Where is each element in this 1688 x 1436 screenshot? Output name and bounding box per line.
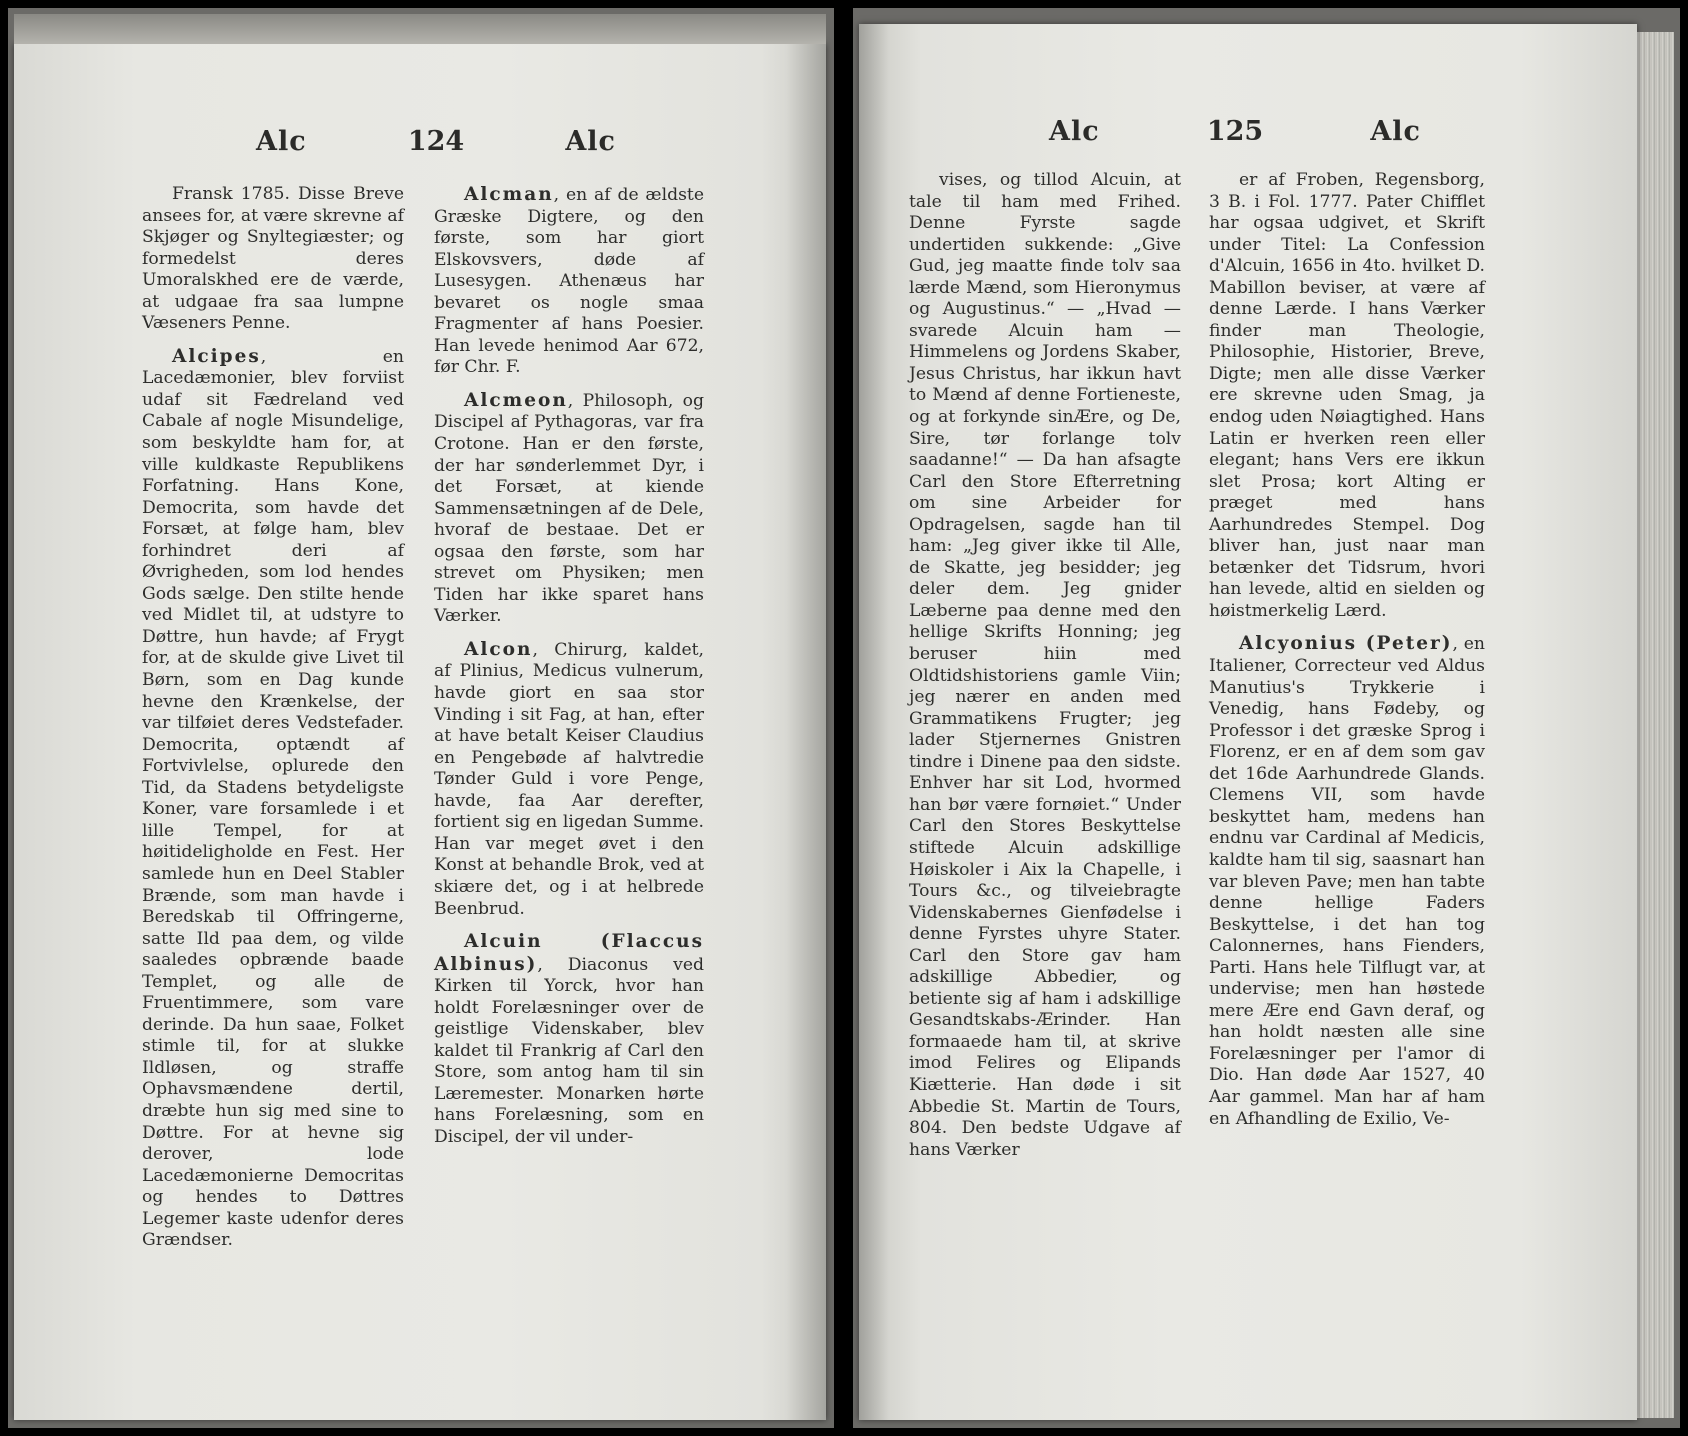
page-edge-stack	[1636, 32, 1674, 1418]
header-guide-word-left: Alc	[1049, 116, 1100, 147]
right-page-frame	[853, 8, 1680, 1428]
entry-headword: Alcyonius (Peter)	[1239, 633, 1453, 655]
entry-headword: Alcon	[464, 638, 533, 660]
entry-continuation	[909, 170, 1181, 1161]
header-guide-word-right: Alc	[565, 126, 616, 157]
header-guide-word-left: Alc	[256, 126, 307, 157]
entry-text: Fransk 1785. Disse Breve ansees for, at være skrevne af Skjøger og Snyltegiæster; og formedelst deres Umoralskhed ere de værde, at udgaae fra saa lumpne Væseners Penne.	[142, 184, 404, 334]
page-number: 125	[1206, 116, 1264, 147]
entry-continuation	[1209, 170, 1485, 622]
page-number: 124	[407, 126, 465, 157]
entry-alcman	[434, 184, 704, 379]
gutter-shadow	[859, 24, 889, 1420]
column-1	[142, 184, 404, 1252]
entry-text: vises, og tillod Alcuin, at tale til ham med Frihed. Denne Fyrste sagde undertiden sukkende: „Give Gud, jeg maatte finde tolv saa lærde Mænd, som Hieronymus og Augustinus.“ — „Hvad — svarede Alcuin ham — Himmelens og Jordens Skaber, Jesus Christus, har ikkun havt to Mænd af denne Fortieneste, og at forkynde sinÆre, og De, Sire, tør forlange tolv saadanne!“ — Da han afsagte Carl den Store Efterretning om sine Arbeider for Opdragelsen, sagde han til ham: „Jeg giver ikke til Alle, de Skatte, jeg besidder; jeg deler dem. Jeg gnider Læberne paa denne med den hellige Skrifts Honning; jeg beruser hiin med Oldtidshistoriens gamle Viin; jeg nærer en anden med Grammatikens Frugter; jeg lader Stjernernes Gnistren tindre i Dinene paa den sidste. Enhver har sit Lod, hvormed han bør være fornøiet.“ Under Carl den Stores Beskyttelse stiftede Alcuin adskillige Høiskoler i Aix la Chapelle, i Tours &c., og tilveiebragte Videnskabernes Gienfødelse i denne Fyrstes uhyre Stater. Carl den Store gav ham adskillige Abbedier, og betiente sig af ham i adskillige Gesandtskabs-Ærinder. Han formaaede ham til, at skrive imod Felires og Elipands Kiætterie. Han døde i sit Abbedie St. Martin de Tours, 804. Den bedste Udgave af hans Værker	[909, 170, 1181, 1160]
entry-alcmeon	[434, 390, 704, 628]
entry-text: er af Froben, Regensborg, 3 B. i Fol. 1777. Pater Chifflet har ogsaa udgivet, et Skrift under Titel: La Confession d'Alcuin, 1656 in 4to. hvilket D. Mabillon beviser, at være af denne Lærde. I hans Værker finder man Theologie, Philosophie, Historier, Breve, Digte; men alle disse Værker ere skrevne uden Smag, ja endog uden Nøiagtighed. Hans Latin er hverken reen eller elegant; hans Vers ere ikkun slet Prosa; kort Alting er præget med hans Aarhundredes Stempel. Dog bliver han, just naar man betænker det Tidsrum, hvori han levede, altid en sielden og høistmerkelig Lærd.	[1209, 170, 1485, 621]
entry-text: , Diaconus ved Kirken til Yorck, hvor han holdt Forelæsninger over de geistlige Videnskaber, blev kaldet til Frankrig af Carl den Store, som antog ham til sin Læremester. Monarken hørte hans Forelæsning, som en Discipel, der vil under-	[434, 954, 704, 1147]
header-guide-word-right: Alc	[1370, 116, 1421, 147]
left-page-frame	[8, 8, 834, 1428]
entry-alcipes	[142, 346, 404, 1252]
entry-text: , Chirurg, kaldet, af Plinius, Medicus vulnerum, havde giort en saa stor Vinding i sit Fag, at han, efter at have betalt Keiser Claudius en Pengebøde af halvtredie Tønder Guld i vore Penge, havde, faa Aar derefter, fortient sig en ligedan Summe. Han var meget øvet i den Konst at behandle Brok, ved at skiære det, og i at helbrede Beenbrud.	[434, 639, 704, 919]
entry-alcuin	[434, 931, 704, 1148]
column-2	[1209, 170, 1485, 1130]
gutter-shadow	[786, 44, 826, 1420]
page-124	[14, 44, 826, 1420]
entry-alcyonius	[1209, 633, 1485, 1130]
entry-text: , Philosoph, og Discipel af Pythagoras, var fra Crotone. Han er den første, der har sønderlemmet Dyr, i det Forsæt, at kiende Sammensætningen af de Dele, hvoraf de bestaae. Det er ogsaa den første, som har strevet om Physiken; men Tiden har ikke sparet hans Værker.	[434, 390, 704, 627]
running-header	[256, 126, 616, 157]
page-125	[859, 24, 1637, 1420]
running-header	[1049, 116, 1421, 147]
entry-text: , en Lacedæmonier, blev forviist udaf sit Fædreland ved Cabale af nogle Misundelige, som beskyldte ham for, at ville kuldkaste Republikens Forfatning. Hans Kone, Democrita, som havde det Forsæt, at følge ham, blev forhindret deri af Øvrigheden, som lod hendes Gods sælge. Den stilte hende ved Midlet til, at udstyre to Døttre, hun havde; af Frygt for, at de skulde give Livet til Børn, som en Dag kunde hevne den Krænkelse, der var tilføiet deres Vedstefader. Democrita, optændt af Fortvivlelse, oplurede den Tid, da Stadens betydeligste Koner, vare forsamlede i et lille Tempel, for at høitideligholde en Fest. Her samlede hun en Deel Stabler Brænde, som man havde i Beredskab til Offringerne, satte Ild paa dem, og vilde saaledes opbrænde baade Templet, og alle de Fruentimmere, som vare derinde. Da hun saae, Folket stimle til, for at slukke Ildløsen, og straffe Ophavsmændene dertil, dræbte hun sig med sine to Døttre. For at hevne sig derover, lode Lacedæmonierne Democritas og hendes to Døttres Legemer kaste udenfor deres Grændser.	[142, 346, 404, 1251]
entry-text: , en af de ældste Græske Digtere, og den første, som har giort Elskovsvers, døde af Lusesygen. Athenæus har bevaret os nogle smaa Fragmenter af hans Poesier. Han levede henimod Aar 672, før Chr. F.	[434, 185, 704, 378]
column-1	[909, 170, 1181, 1161]
entry-alcon	[434, 639, 704, 920]
entry-headword: Alcuin (Flaccus Albinus)	[434, 931, 704, 975]
entry-headword: Alcipes	[172, 345, 261, 367]
page-top-edge	[14, 14, 826, 44]
entry-headword: Alcman	[464, 184, 554, 205]
entry-headword: Alcmeon	[464, 389, 568, 411]
entry-continuation	[142, 184, 404, 335]
entry-text: , en Italiener, Correcteur ved Aldus Manutius's Trykkerie i Venedig, hans Fødeby, og Professor i det græske Sprog i Florenz, er en af dem som gav det 16de Aarhundrede Glands. Clemens VII, som havde beskyttet ham, medens han endnu var Cardinal af Medicis, kaldte ham til sig, saasnart han var bleven Pave; men han tabte denne hellige Faders Beskyttelse, i det han tog Calonnernes, hans Fienders, Parti. Hans hele Tilflugt var, at undervise; men han høstede mere Ære end Gavn deraf, og han holdt næsten alle sine Forelæsninger per l'amor di Dio. Han døde Aar 1527, 40 Aar gammel. Man har af ham en Afhandling de Exilio, Ve-	[1209, 634, 1485, 1129]
column-2	[434, 184, 704, 1149]
